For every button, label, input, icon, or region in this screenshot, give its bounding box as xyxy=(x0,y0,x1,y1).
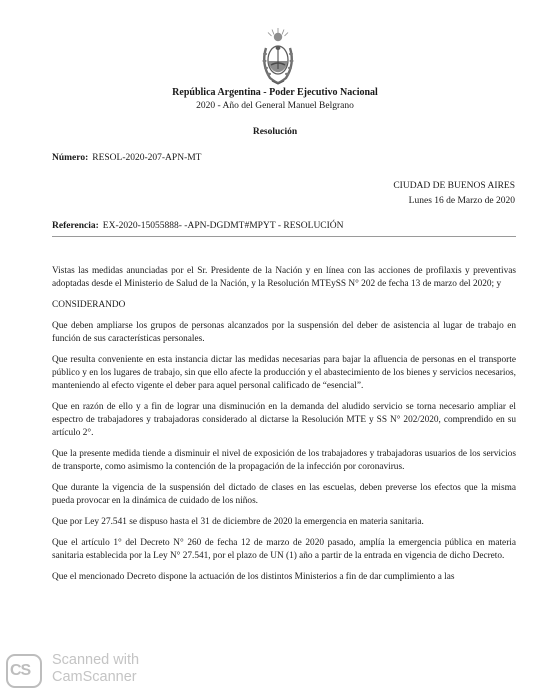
document-reference xyxy=(52,221,344,231)
document-number-label: Número: xyxy=(52,153,89,163)
document-date: Lunes 16 de Marzo de 2020 xyxy=(408,196,515,206)
reference-value: EX-2020-15055888- -APN-DGDMT#MPYT - RESOLUCIÓN xyxy=(102,221,344,231)
watermark-line-2: CamScanner xyxy=(52,669,137,685)
coat-of-arms-icon xyxy=(258,26,298,86)
document-number xyxy=(52,153,201,163)
reference-label: Referencia: xyxy=(52,221,99,231)
document-number-value: RESOL-2020-207-APN-MT xyxy=(92,153,202,163)
document-city: CIUDAD DE BUENOS AIRES xyxy=(393,181,515,191)
document-body xyxy=(52,265,516,584)
watermark-line-1: Scanned with xyxy=(52,652,140,668)
header-year-motto: 2020 - Año del General Manuel Belgrano xyxy=(196,101,354,111)
paragraph: Que deben ampliarse los grupos de personas alcanzados por la suspensión del deber de asistencia al lugar de trabajo en función de sus características personales. xyxy=(52,320,516,344)
paragraph: Que el artículo 1° del Decreto N° 260 de fecha 12 de marzo de 2020 pasado, amplía la emergencia pública en materia sanitaria establecida por la Ley N° 27.541, por el plazo de UN (1) año a partir de la entrada en vigencia de dicho Decreto. xyxy=(52,538,516,562)
paragraph: Que el mencionado Decreto dispone la actuación de los distintos Ministerios a fin de dar cumplimiento a las xyxy=(52,572,455,582)
watermark-text xyxy=(52,652,139,686)
paragraph: Que resulta conveniente en esta instancia dictar las medidas necesarias para bajar la afluencia de personas en el transporte público y en los lugares de trabajo, sin que ello afecte la producción y el abastecimiento de los bienes y servicios necesarios, manteniendo al efecto vigente el deber para aquel personal calificado de “esencial”. xyxy=(52,354,516,392)
paragraph: Que por Ley 27.541 se dispuso hasta el 31 de diciembre de 2020 la emergencia en materia sanitaria. xyxy=(52,517,424,528)
paragraph: Vistas las medidas anunciadas por el Sr. Presidente de la Nación y en línea con las acciones de profilaxis y preventivas adoptadas desde el Ministerio de Salud de la Nación, y la Resolución MTEySS N° 202 de fecha 13 de marzo del 2020; y xyxy=(52,266,516,290)
considerando-heading: CONSIDERANDO xyxy=(52,300,126,310)
divider xyxy=(52,236,516,237)
camscanner-logo-icon: CS xyxy=(6,654,42,688)
paragraph: Que durante la vigencia de la suspensión del dictado de clases en las escuelas, deben preverse los efectos que la misma pueda provocar en la dinámica de cuidado de los niños. xyxy=(52,483,516,507)
paragraph: Que en razón de ello y a fin de lograr una disminución en la demanda del aludido servicio se torna necesario ampliar el espectro de trabajadores y trabajadoras considerado al dictarse la Resolución MTE y SS N° 202/2020, comprendido en su artículo 2°. xyxy=(52,402,516,439)
document-type: Resolución xyxy=(252,127,298,137)
header-government: República Argentina - Poder Ejecutivo Nacional xyxy=(172,87,378,98)
paragraph: Que la presente medida tiende a disminuir el nivel de exposición de los trabajadores y trabajadoras usuarios de los servicios de transporte, como asimismo la contención de la propagación de la infección por coronavirus. xyxy=(52,449,516,473)
scanner-watermark xyxy=(6,650,176,690)
